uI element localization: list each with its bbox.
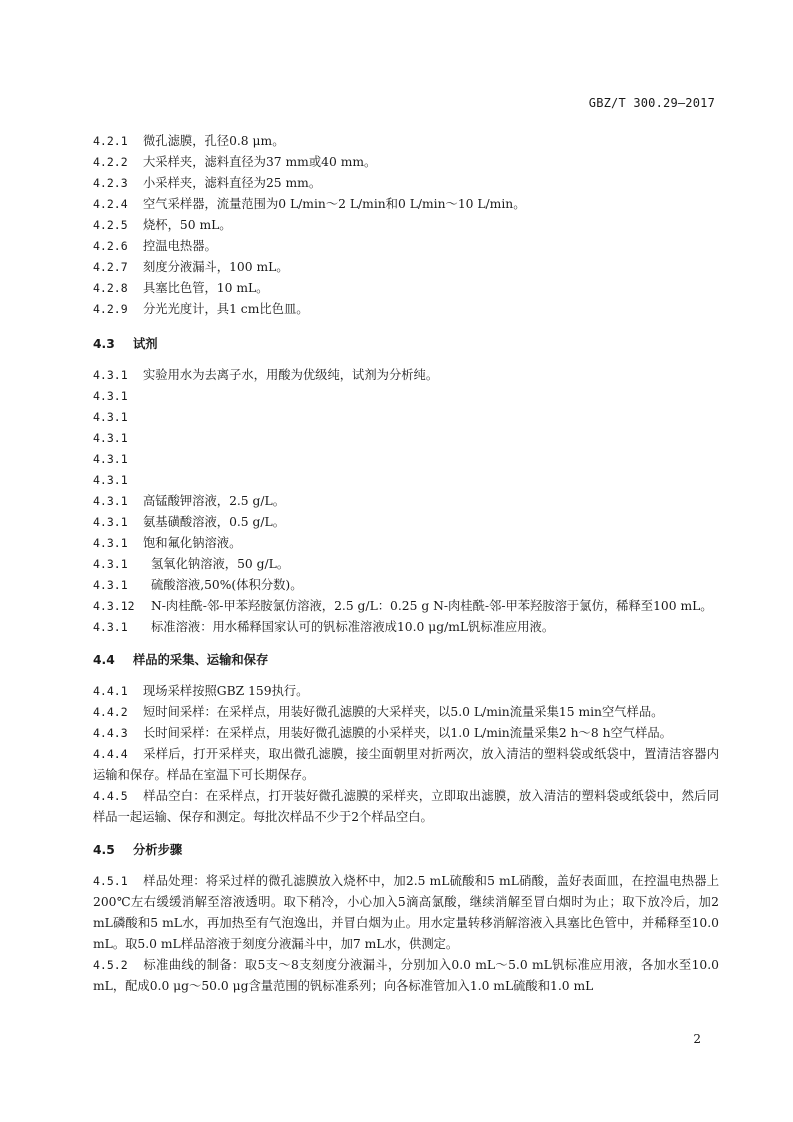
- clause-text: 硫酸溶液,50%(体积分数)。: [151, 578, 303, 592]
- section-heading-4-5: [93, 840, 719, 861]
- clause-text: 标准曲线的制备：取5支～8支刻度分液漏斗，分别加入0.0 mL～5.0 mL钒标准应用液，各加水至10.0 mL，配成0.0 μg～50.0 μg含量范围的钒标准系列；向各标准管加入1.0 mL硫酸和1.0 mL: [93, 958, 719, 993]
- clause-number: 4.3.1: [93, 494, 128, 508]
- clause-text: [143, 470, 719, 491]
- section-title: 样品的采集、运输和保存: [133, 653, 269, 667]
- clause-item: [93, 575, 719, 596]
- clause-item: [93, 257, 719, 278]
- clause-item: [93, 512, 719, 533]
- clause-text: 实验用水为去离子水，用酸为优级纯，试剂为分析纯。: [143, 368, 439, 382]
- clause-number: 4.2.8: [93, 281, 128, 295]
- clause-item: [93, 299, 719, 320]
- document-body: [93, 131, 719, 997]
- clause-text: 标准溶液：用水稀释国家认可的钒标准溶液成10.0 μg/mL钒标准应用液。: [151, 620, 555, 634]
- clause-item: [93, 449, 719, 470]
- clause-number: 4.3.1: [93, 452, 128, 466]
- clause-item: [93, 215, 719, 236]
- clause-item: [93, 428, 719, 449]
- clause-number: 4.2.7: [93, 260, 128, 274]
- section-number: 4.3: [93, 337, 115, 351]
- clause-number: 4.4.1: [93, 684, 128, 698]
- clause-number: 4.3.1: [93, 389, 128, 403]
- clause-item: [93, 491, 719, 512]
- section-title: 试剂: [133, 337, 158, 351]
- clause-number: 4.4.5: [93, 789, 128, 803]
- clause-item: [93, 386, 719, 407]
- section-heading-4-4: [93, 650, 719, 671]
- clause-number: 4.3.1: [93, 515, 128, 529]
- clause-number: 4.3.1: [93, 557, 128, 571]
- clause-text: [143, 449, 719, 470]
- clause-item: [93, 152, 719, 173]
- clause-text: [143, 407, 719, 428]
- clause-item: [93, 533, 719, 554]
- clause-number: 4.4.3: [93, 726, 128, 740]
- clause-number: 4.3.1: [93, 473, 128, 487]
- clause-number: 4.4.4: [93, 747, 128, 761]
- reagent-list: [93, 365, 719, 638]
- clause-text: 氢氧化钠溶液，50 g/L。: [151, 557, 290, 571]
- clause-text: 刻度分液漏斗，100 mL。: [143, 260, 289, 274]
- clause-item: [93, 554, 719, 575]
- clause-paragraph: [93, 871, 719, 955]
- clause-number: 4.2.5: [93, 218, 128, 232]
- clause-paragraph: [93, 744, 719, 786]
- clause-number: 4.3.1: [93, 431, 128, 445]
- section-number: 4.5: [93, 843, 115, 857]
- clause-number: 4.5.1: [93, 874, 128, 888]
- clause-item: [93, 194, 719, 215]
- analysis-steps-list: [93, 871, 719, 997]
- clause-text: 饱和氟化钠溶液。: [143, 536, 242, 550]
- clause-item: [93, 365, 719, 386]
- clause-text: 小采样夹，滤料直径为25 mm。: [143, 176, 322, 190]
- clause-item: [93, 617, 719, 638]
- clause-paragraph: [93, 681, 719, 702]
- clause-item: [93, 278, 719, 299]
- clause-number: 4.3.12: [93, 599, 135, 613]
- clause-item: [93, 470, 719, 491]
- clause-number: 4.5.2: [93, 958, 128, 972]
- clause-number: 4.2.6: [93, 239, 128, 253]
- clause-number: 4.3.1: [93, 620, 128, 634]
- clause-text: 长时间采样：在采样点，用装好微孔滤膜的小采样夹，以1.0 L/min流量采集2 h～8 h空气样品。: [143, 726, 672, 740]
- clause-number: 4.2.9: [93, 302, 128, 316]
- clause-number: 4.3.1: [93, 410, 128, 424]
- clause-paragraph: [93, 596, 719, 617]
- clause-number: 4.3.1: [93, 536, 128, 550]
- clause-text: 采样后，打开采样夹，取出微孔滤膜，接尘面朝里对折两次，放入清洁的塑料袋或纸袋中，置清洁容器内运输和保存。样品在室温下可长期保存。: [93, 747, 719, 782]
- clause-text: [143, 386, 719, 407]
- clause-item: [93, 407, 719, 428]
- page-number: 2: [693, 1032, 701, 1046]
- document-code: GBZ/T 300.29—2017: [588, 96, 715, 110]
- clause-number: 4.2.1: [93, 134, 128, 148]
- section-heading-4-3: [93, 334, 719, 355]
- clause-text: 烧杯，50 mL。: [143, 218, 232, 232]
- clause-text: 微孔滤膜，孔径0.8 μm。: [143, 134, 285, 148]
- clause-text: 短时间采样：在采样点，用装好微孔滤膜的大采样夹，以5.0 L/min流量采集15 min空气样品。: [143, 705, 664, 719]
- clause-text: N-肉桂酰-邻-甲苯羟胺氯仿溶液，2.5 g/L：0.25 g N-肉桂酰-邻-甲苯羟胺溶于氯仿，稀释至100 mL。: [151, 599, 713, 613]
- clause-text: 氨基磺酸溶液，0.5 g/L。: [143, 515, 286, 529]
- clause-number: 4.2.2: [93, 155, 128, 169]
- clause-item: [93, 131, 719, 152]
- clause-text: 样品空白：在采样点，打开装好微孔滤膜的采样夹，立即取出滤膜，放入清洁的塑料袋或纸袋中，然后同样品一起运输、保存和测定。每批次样品不少于2个样品空白。: [93, 789, 719, 824]
- clause-paragraph: [93, 955, 719, 997]
- section-number: 4.4: [93, 653, 115, 667]
- clause-text: 样品处理：将采过样的微孔滤膜放入烧杯中，加2.5 mL硫酸和5 mL硝酸，盖好表面皿，在控温电热器上200℃左右缓缓消解至溶液透明。取下稍冷，小心加入5滴高氯酸，继续消解至冒白烟时为止；取下放冷后，加2 mL磷酸和5 mL水，再加热至有气泡逸出，并冒白烟为止。用水定量转移消解溶液入具塞比色管中，并稀释至10.0 mL。取5.0 mL样品溶液于刻度分液漏斗中，加7 mL水，供测定。: [93, 874, 719, 951]
- clause-text: [143, 428, 719, 449]
- clause-text: 高锰酸钾溶液，2.5 g/L。: [143, 494, 286, 508]
- clause-number: 4.3.1: [93, 368, 128, 382]
- clause-text: 大采样夹，滤料直径为37 mm或40 mm。: [143, 155, 377, 169]
- clause-text: 控温电热器。: [143, 239, 217, 253]
- clause-text: 空气采样器，流量范围为0 L/min～2 L/min和0 L/min～10 L/min。: [143, 197, 526, 211]
- clause-paragraph: [93, 723, 719, 744]
- clause-text: 具塞比色管，10 mL。: [143, 281, 269, 295]
- equipment-list: [93, 131, 719, 320]
- clause-item: [93, 236, 719, 257]
- clause-number: 4.2.4: [93, 197, 128, 211]
- clause-number: 4.3.1: [93, 578, 128, 592]
- section-title: 分析步骤: [133, 843, 183, 857]
- sampling-list: [93, 681, 719, 828]
- clause-number: 4.2.3: [93, 176, 128, 190]
- clause-paragraph: [93, 702, 719, 723]
- clause-number: 4.4.2: [93, 705, 128, 719]
- clause-text: 分光光度计，具1 cm比色皿。: [143, 302, 309, 316]
- clause-paragraph: [93, 786, 719, 828]
- clause-text: 现场采样按照GBZ 159执行。: [143, 684, 309, 698]
- clause-item: [93, 173, 719, 194]
